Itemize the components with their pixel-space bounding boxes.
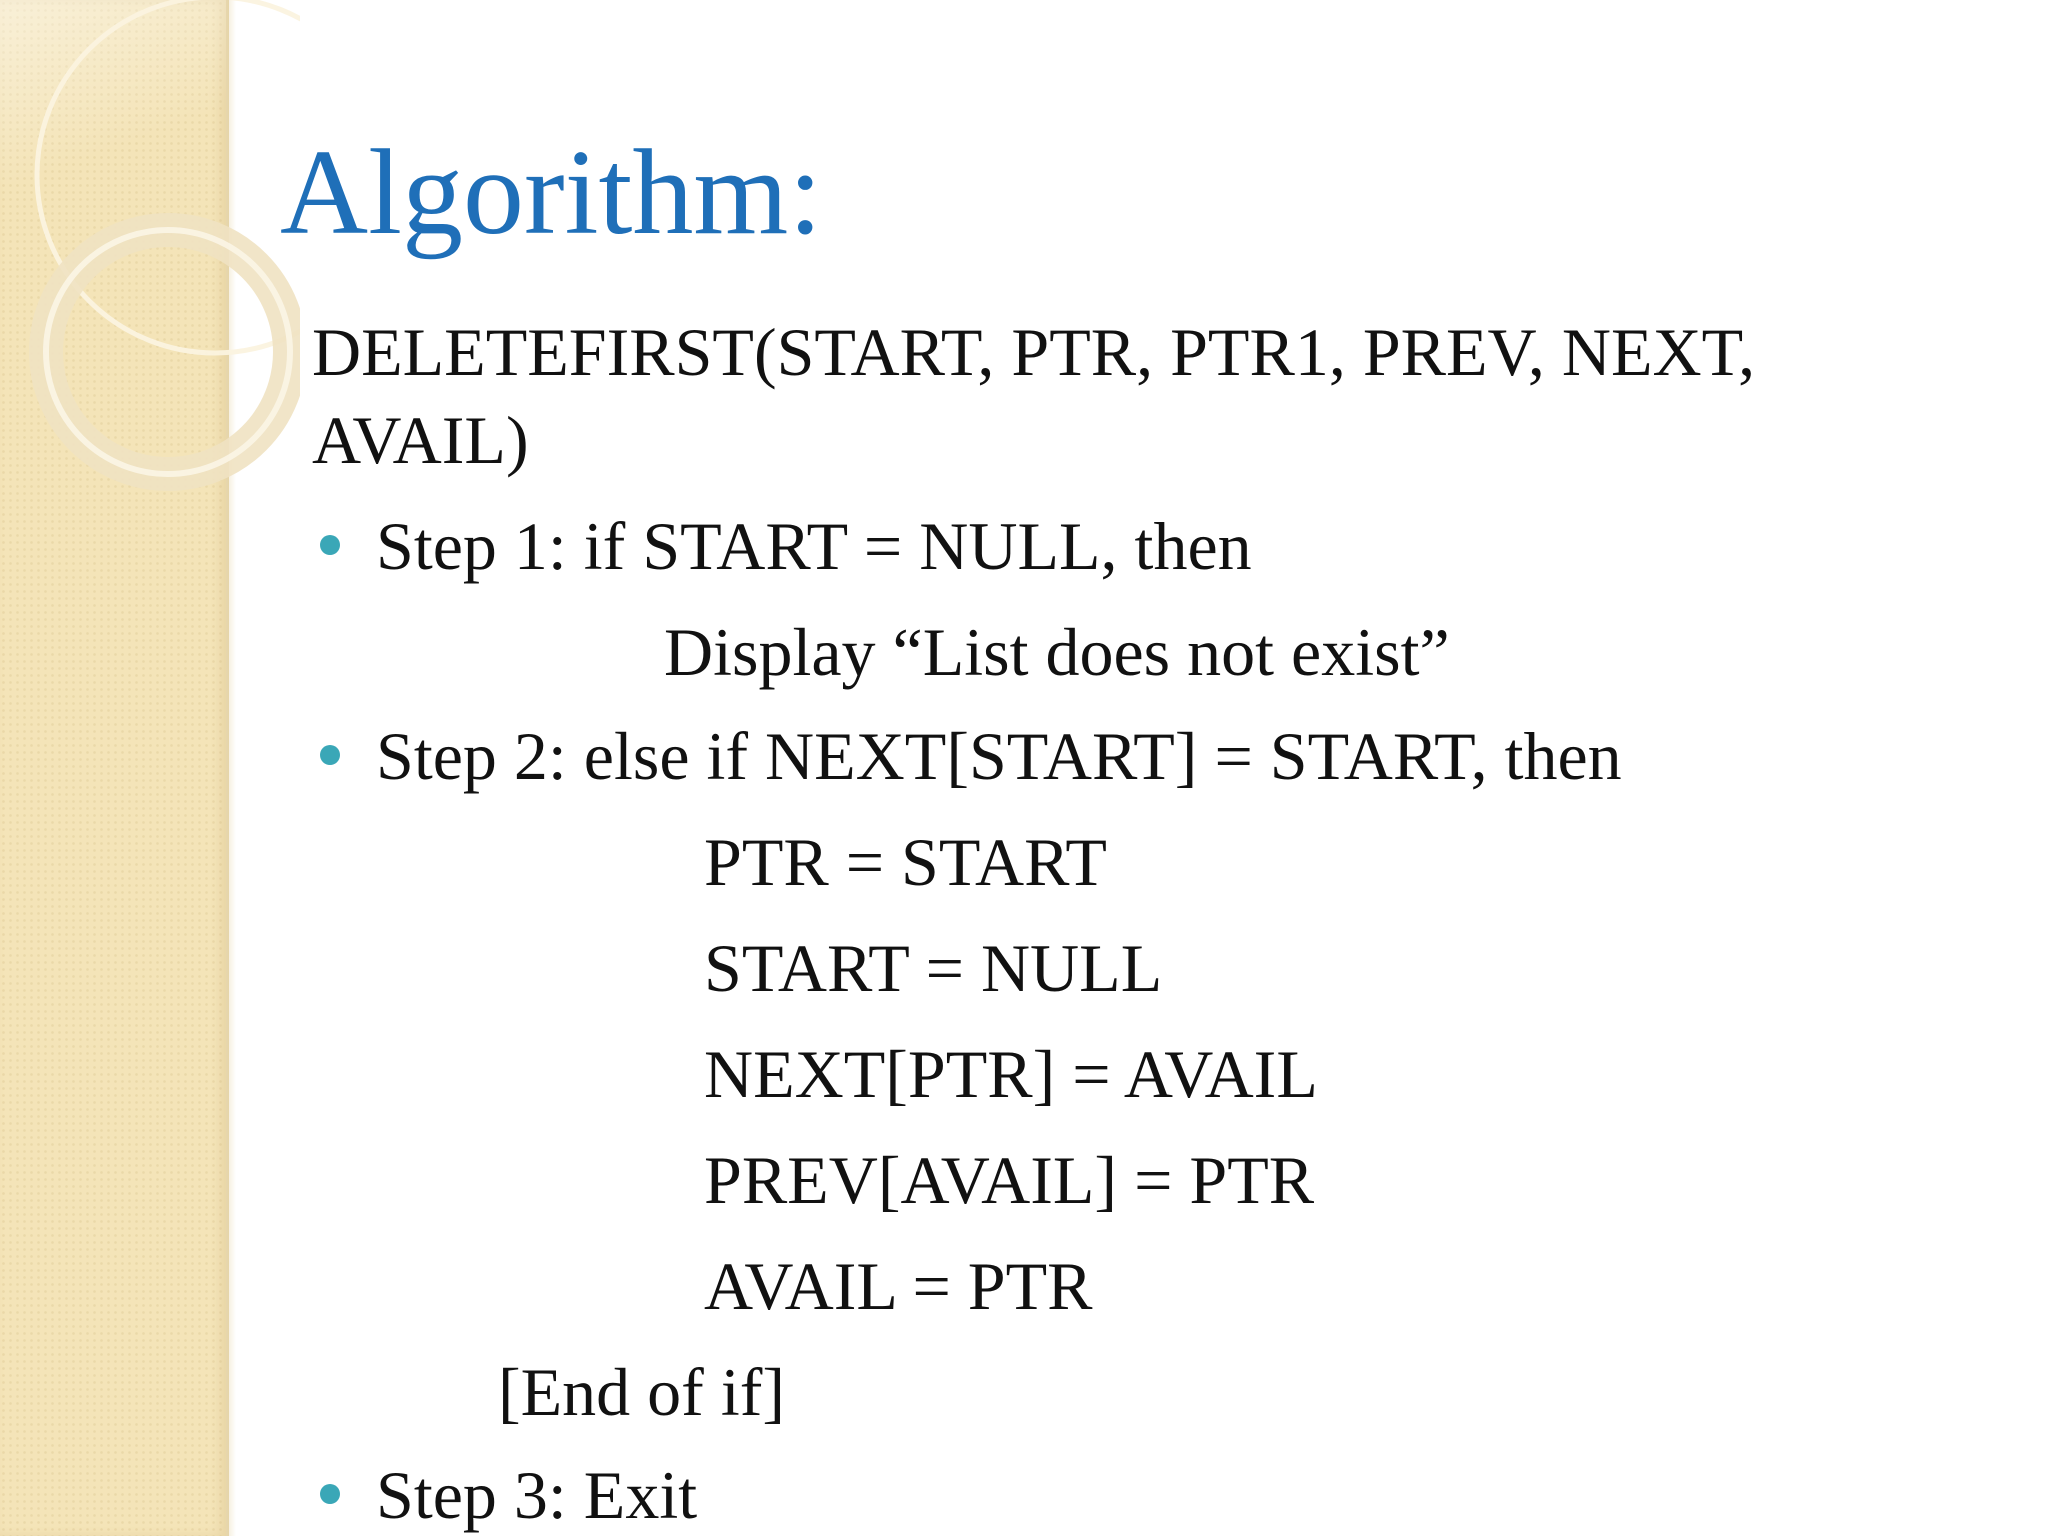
step-2-action: START = NULL xyxy=(704,930,1163,1006)
step-2-action: PREV[AVAIL] = PTR xyxy=(704,1142,1315,1218)
decorative-rings xyxy=(0,0,300,520)
bullet-dot-icon xyxy=(320,745,340,765)
bullet-dot-icon xyxy=(320,535,340,555)
bullet-dot-icon xyxy=(320,1484,340,1504)
step-2-action: NEXT[PTR] = AVAIL xyxy=(704,1036,1318,1112)
slide-title: Algorithm: xyxy=(280,125,823,260)
signature-line-2: AVAIL) xyxy=(312,402,529,478)
step-2: Step 2: else if NEXT[START] = START, then xyxy=(376,718,1622,794)
step-2-action: AVAIL = PTR xyxy=(704,1248,1093,1324)
step-3: Step 3: Exit xyxy=(376,1457,698,1533)
step-1: Step 1: if START = NULL, then xyxy=(376,508,1252,584)
step-1-action: Display “List does not exist” xyxy=(664,614,1450,690)
step-2-action: PTR = START xyxy=(704,824,1107,900)
end-of-if: [End of if] xyxy=(498,1354,786,1430)
signature-line-1: DELETEFIRST(START, PTR, PTR1, PREV, NEXT, xyxy=(312,314,1756,390)
